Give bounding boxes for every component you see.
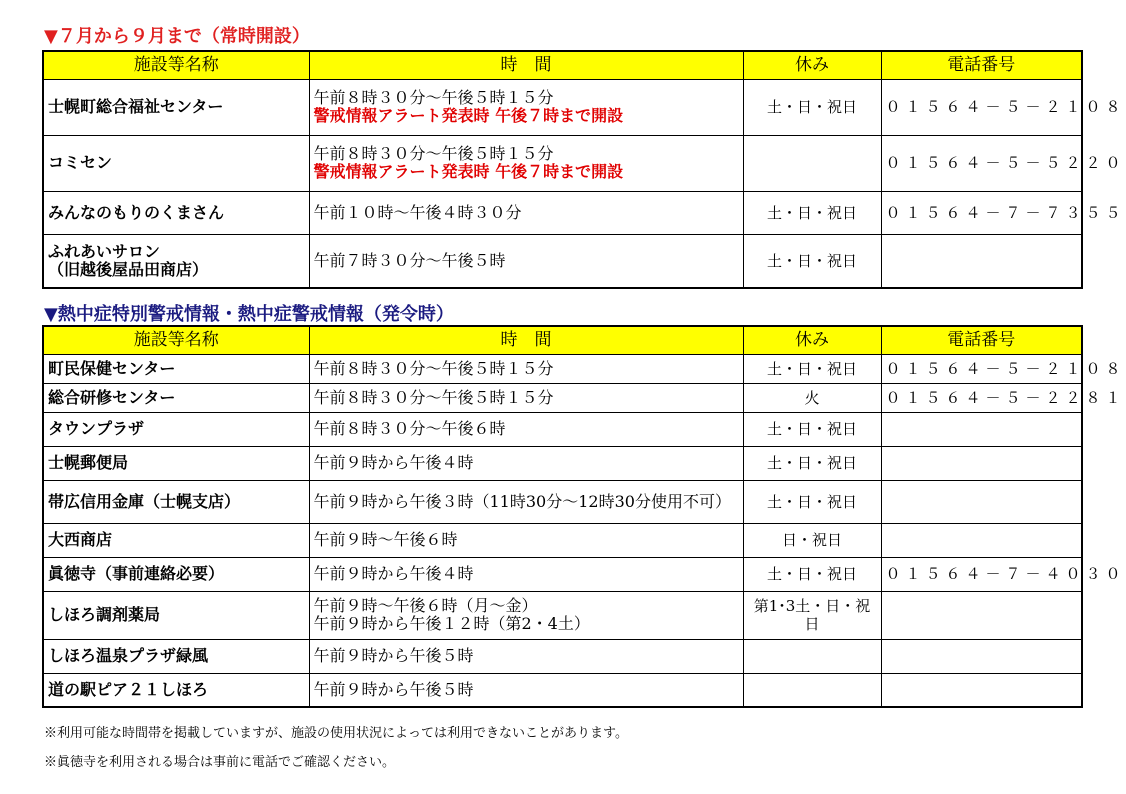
table-row xyxy=(43,383,1082,412)
note-temple: ※眞徳寺を利用される場合は事前に電話でご確認ください。 xyxy=(44,755,396,770)
table-row xyxy=(43,234,1082,288)
facility-hours: 午前９時から午後４時 xyxy=(309,557,743,591)
table-row xyxy=(43,523,1082,557)
header-phone: 電話番号 xyxy=(881,326,1082,354)
facility-name: 帯広信用金庫（士幌支店） xyxy=(43,480,309,523)
table-row xyxy=(43,412,1082,446)
facility-hours: 午前９時から午後４時 xyxy=(309,446,743,480)
facility-hours xyxy=(309,135,743,191)
facility-hours: 午前１０時～午後４時３０分 xyxy=(309,191,743,234)
table-row xyxy=(43,191,1082,234)
facility-name xyxy=(43,234,309,288)
alert-text: 警戒情報アラート発表時 午後７時まで開設 xyxy=(313,162,624,181)
table-row xyxy=(43,591,1082,639)
header-closed: 休み xyxy=(743,326,881,354)
facility-closed xyxy=(743,135,881,191)
facility-name: みんなのもりのくまさん xyxy=(43,191,309,234)
facility-closed: 土・日・祝日 xyxy=(743,446,881,480)
header-name: 施設等名称 xyxy=(43,51,309,79)
section2-title: ▼熱中症特別警戒情報・熱中症警戒情報（発令時） xyxy=(44,304,454,325)
table-header-row xyxy=(43,51,1082,79)
table-header-row xyxy=(43,326,1082,354)
facility-phone: ０１５６４－７－７３５５ xyxy=(881,191,1082,234)
facility-name-sub: （旧越後屋品田商店） xyxy=(48,259,209,279)
facility-closed: 日・祝日 xyxy=(743,523,881,557)
facility-closed: 土・日・祝日 xyxy=(743,480,881,523)
facility-name: タウンプラザ xyxy=(43,412,309,446)
facility-closed: 土・日・祝日 xyxy=(743,354,881,383)
facility-hours: 午前９時から午後３時（11時30分～12時30分使用不可） xyxy=(309,480,743,523)
facility-name: 士幌郵便局 xyxy=(43,446,309,480)
facility-name: 士幌町総合福祉センター xyxy=(43,79,309,135)
facility-hours: 午前８時３０分～午後５時１５分 xyxy=(309,354,743,383)
header-name: 施設等名称 xyxy=(43,326,309,354)
table-row xyxy=(43,446,1082,480)
table-row xyxy=(43,354,1082,383)
facility-hours: 午前９時から午後５時 xyxy=(309,639,743,673)
facility-hours: 午前８時３０分～午後５時１５分 xyxy=(309,383,743,412)
hours-text-2: 午前９時から午後１２時（第2・4土） xyxy=(313,614,590,633)
hours-text: 午前９時～午後６時（月～金） xyxy=(313,596,538,615)
facility-name: 町民保健センター xyxy=(43,354,309,383)
facility-hours xyxy=(309,79,743,135)
facility-name: 大西商店 xyxy=(43,523,309,557)
facility-name: しほろ温泉プラザ緑風 xyxy=(43,639,309,673)
facility-phone: ０１５６４－７－４０３０ xyxy=(881,557,1082,591)
facility-hours xyxy=(309,591,743,639)
facility-phone xyxy=(881,673,1082,707)
facility-closed: 土・日・祝日 xyxy=(743,412,881,446)
table-row xyxy=(43,79,1082,135)
alert-text: 警戒情報アラート発表時 午後７時まで開設 xyxy=(313,106,624,125)
facility-phone xyxy=(881,591,1082,639)
facility-hours: 午前９時から午後５時 xyxy=(309,673,743,707)
header-hours: 時 間 xyxy=(309,51,743,79)
facility-name: しほろ調剤薬局 xyxy=(43,591,309,639)
table-row xyxy=(43,135,1082,191)
facility-phone xyxy=(881,412,1082,446)
facility-phone xyxy=(881,523,1082,557)
facility-closed: 火 xyxy=(743,383,881,412)
facility-closed xyxy=(743,639,881,673)
facility-phone xyxy=(881,639,1082,673)
facility-phone: ０１５６４－５－５２２０ xyxy=(881,135,1082,191)
facility-name: 道の駅ピア２１しほろ xyxy=(43,673,309,707)
facility-phone: ０１５６４－５－２１０８ xyxy=(881,354,1082,383)
facility-phone: ０１５６４－５－２１０８ xyxy=(881,79,1082,135)
facility-phone xyxy=(881,234,1082,288)
section1-title: ▼７月から９月まで（常時開設） xyxy=(44,26,310,47)
facility-name: 総合研修センター xyxy=(43,383,309,412)
facility-table-alert xyxy=(42,325,1126,708)
header-phone: 電話番号 xyxy=(881,51,1082,79)
facility-closed: 土・日・祝日 xyxy=(743,557,881,591)
facility-phone xyxy=(881,480,1082,523)
facility-name: コミセン xyxy=(43,135,309,191)
facility-table-summer xyxy=(42,50,1126,289)
table-row xyxy=(43,557,1082,591)
facility-name-main: ふれあいサロン xyxy=(48,241,161,261)
facility-closed: 土・日・祝日 xyxy=(743,79,881,135)
facility-phone: ０１５６４－５－２２８１ xyxy=(881,383,1082,412)
table-row xyxy=(43,639,1082,673)
table-row xyxy=(43,673,1082,707)
facility-closed xyxy=(743,673,881,707)
facility-closed: 第1･3土・日・祝日 xyxy=(743,591,881,639)
facility-closed: 土・日・祝日 xyxy=(743,191,881,234)
hours-text: 午前８時３０分～午後５時１５分 xyxy=(313,144,554,163)
facility-hours: 午前７時３０分～午後５時 xyxy=(309,234,743,288)
table-row xyxy=(43,480,1082,523)
facility-name: 眞徳寺（事前連絡必要） xyxy=(43,557,309,591)
hours-text: 午前８時３０分～午後５時１５分 xyxy=(313,88,554,107)
header-hours: 時 間 xyxy=(309,326,743,354)
header-closed: 休み xyxy=(743,51,881,79)
note-availability: ※利用可能な時間帯を掲載していますが、施設の使用状況によっては利用できないことがあります。 xyxy=(44,726,628,741)
facility-hours: 午前９時～午後６時 xyxy=(309,523,743,557)
facility-phone xyxy=(881,446,1082,480)
facility-closed: 土・日・祝日 xyxy=(743,234,881,288)
facility-hours: 午前８時３０分～午後６時 xyxy=(309,412,743,446)
